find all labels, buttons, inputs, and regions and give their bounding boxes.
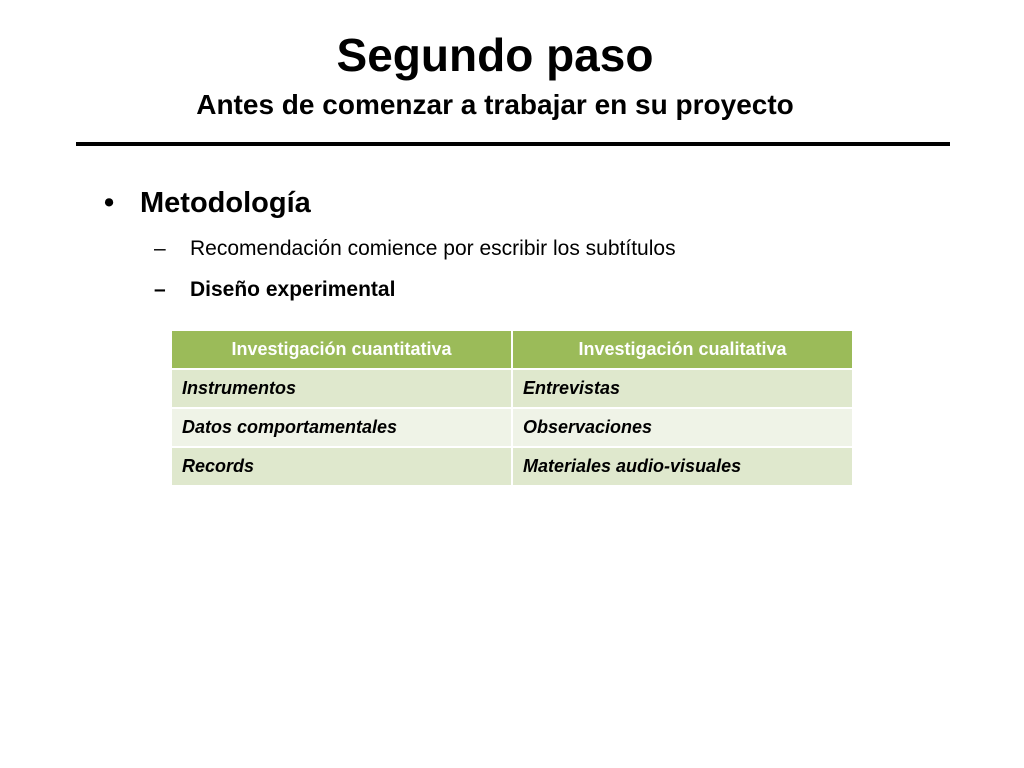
sub-bullet-recomendacion [154,235,676,263]
bullet-metodologia [104,184,311,222]
header-cualitativa: Investigación cualitativa [512,330,853,369]
table-header-row [171,330,853,369]
header-cuantitativa: Investigación cuantitativa [171,330,512,369]
research-table [170,329,854,487]
sub-bullet-diseno [154,276,395,304]
bullet-text: Metodología [140,187,311,219]
table-cell: Observaciones [512,408,853,447]
bullet-marker: • [104,187,115,219]
sub-bullet-marker: – [154,237,166,260]
table-cell: Instrumentos [171,369,512,408]
title-divider [76,142,950,146]
slide-subtitle: Antes de comenzar a trabajar en su proyecto [196,89,794,120]
slide-title: Segundo paso [336,29,654,81]
table-cell: Records [171,447,512,486]
sub-bullet-marker: – [154,278,166,301]
sub-bullet-text: Recomendación comience por escribir los subtítulos [190,237,676,260]
table-row [171,369,853,408]
sub-bullet-text: Diseño experimental [190,278,396,301]
table-row [171,447,853,486]
table-row [171,408,853,447]
table-cell: Entrevistas [512,369,853,408]
table-cell: Materiales audio-visuales [512,447,853,486]
table-cell: Datos comportamentales [171,408,512,447]
title-block [0,26,990,124]
